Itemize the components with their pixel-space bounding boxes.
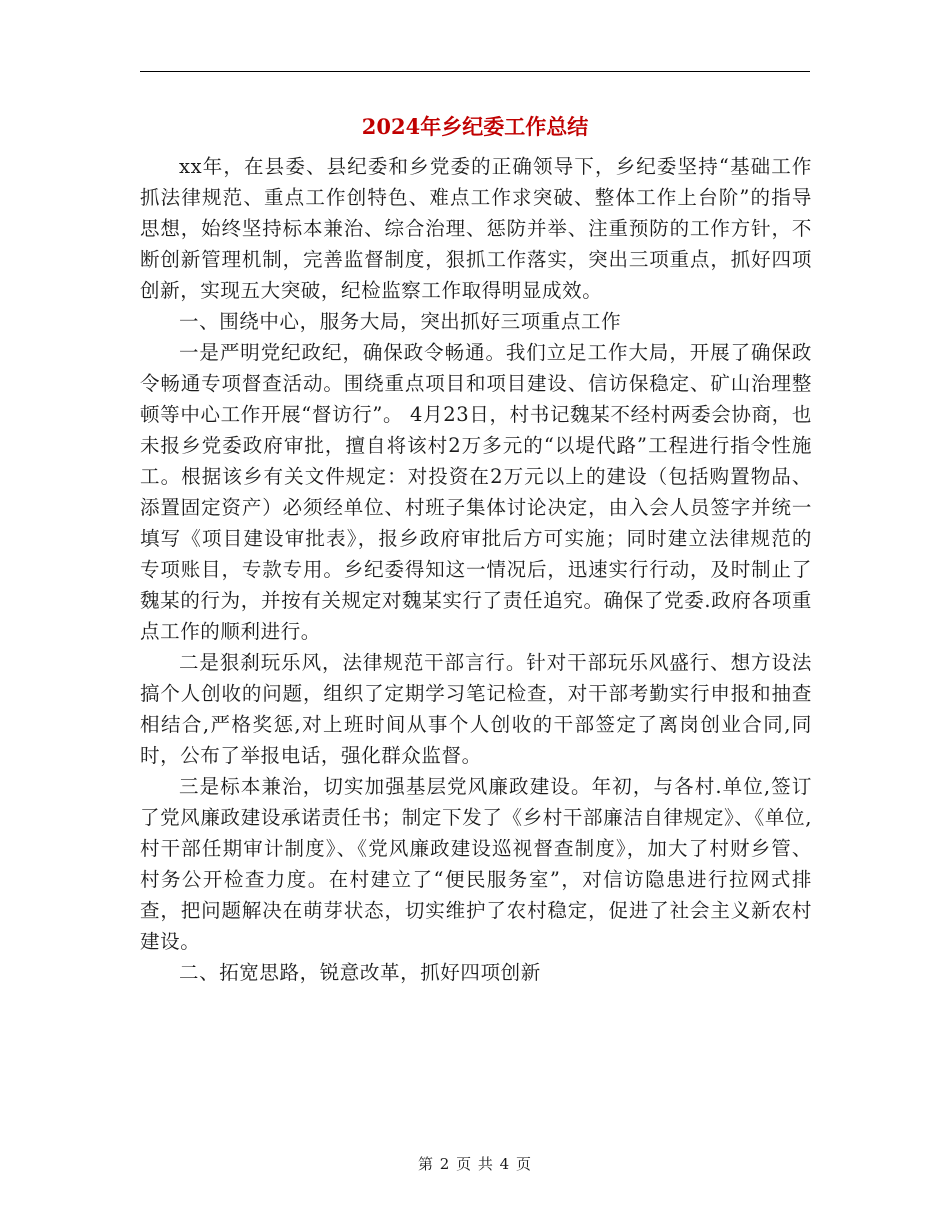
- paragraph-point-1: 一是严明党纪政纪，确保政令畅通。我们立足工作大局，开展了确保政令畅通专项督查活动。围绕重点项目和项目建设、信访保稳定、矿山治理整顿等中心工作开展“督访行”。 4月23日，村书记魏某不经村两委会协商，也未报乡党委政府审批，擅自将该村2万多元的“以堤代路”工程进行指令性施工。根据该乡有关文件规定：对投资在2万元以上的建设（包括购置物品、添置固定资产）必须经单位、村班子集体讨论决定，由入会人员签字并统一填写《项目建设审批表》，报乡政府审批后方可实施；同时建立法律规范的专项账目，专款专用。乡纪委得知这一情况后，迅速实行行动，及时制止了魏某的行为，并按有关规定对魏某实行了责任追究。确保了党委.政府各项重点工作的顺利进行。: [140, 341, 812, 643]
- page-footer: 第 2 页 共 4 页: [418, 1155, 532, 1173]
- paragraph-intro: xx年，在县委、县纪委和乡党委的正确领导下，乡纪委坚持“基础工作抓法律规范、重点工作创特色、难点工作求突破、整体工作上台阶”的指导思想，始终坚持标本兼治、综合治理、惩防并举、注重预防的工作方针，不断创新管理机制，完善监督制度，狠抓工作落实，突出三项重点，抓好四项创新，实现五大突破，纪检监察工作取得明显成效。: [140, 155, 812, 302]
- document-body: [140, 151, 812, 988]
- header-rule: [140, 71, 810, 72]
- paragraph-point-2: 二是狠刹玩乐风，法律规范干部言行。针对干部玩乐风盛行、想方设法搞个人创收的问题，组织了定期学习笔记检查，对干部考勤实行申报和抽查相结合,严格奖惩,对上班时间从事个人创收的干部签定了离岗创业合同,同时，公布了举报电话，强化群众监督。: [140, 651, 812, 767]
- section-heading-2: 二、拓宽思路，锐意改革，抓好四项创新: [179, 961, 541, 984]
- document-title: 2024年乡纪委工作总结: [361, 114, 589, 139]
- section-heading-1: 一、围绕中心，服务大局，突出抓好三项重点工作: [179, 310, 622, 333]
- paragraph-point-3: 三是标本兼治，切实加强基层党风廉政建设。年初，与各村.单位,签订了党风廉政建设承诺责任书；制定下发了《乡村干部廉洁自律规定》、《单位,村干部任期审计制度》、《党风廉政建设巡视督查制度》，加大了村财乡管、村务公开检查力度。在村建立了“便民服务室”，对信访隐患进行拉网式排查，把问题解决在萌芽状态，切实维护了农村稳定，促进了社会主义新农村建设。: [140, 775, 812, 953]
